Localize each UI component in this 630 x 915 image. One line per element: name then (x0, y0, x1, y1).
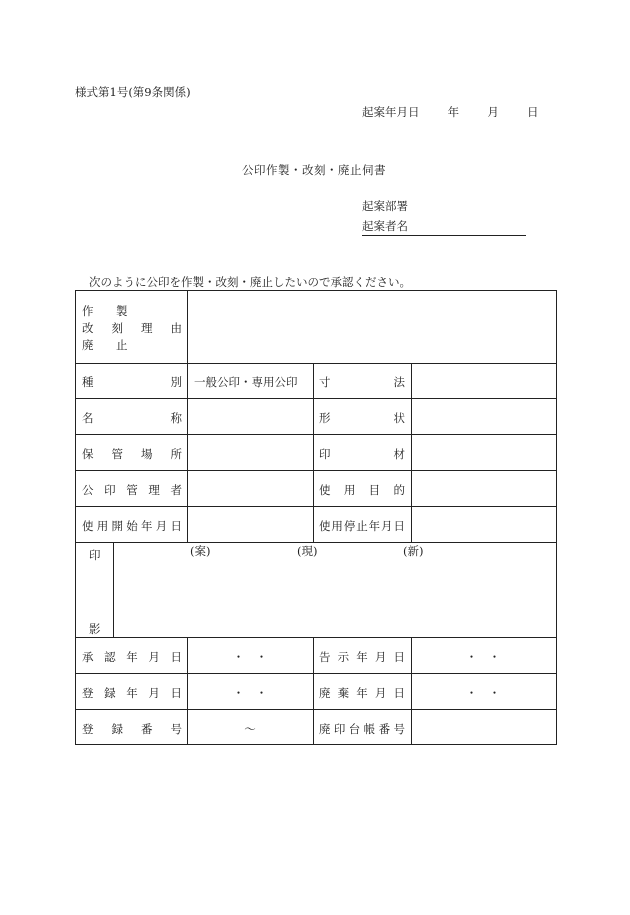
drafter-name-label: 起案者名 (362, 219, 408, 233)
label-char: 所 (170, 447, 182, 461)
seal-material-field[interactable] (412, 435, 554, 470)
label-char: 材 (393, 447, 405, 461)
label-char: 棄 (337, 686, 350, 700)
label-char: 告 (319, 650, 331, 664)
label-char: 年 (368, 519, 381, 533)
label-char: 状 (393, 411, 405, 425)
label-char: 理 (141, 321, 153, 335)
seal-manager-label (82, 482, 182, 498)
label-char: 寸 (319, 375, 331, 389)
reason-field[interactable] (188, 291, 554, 363)
label-char: 用 (96, 519, 109, 533)
size-field[interactable] (412, 364, 554, 398)
label-char: 年 (126, 686, 138, 700)
label-char: 番 (378, 722, 391, 736)
form-number: 様式第1号(第9条関係) (75, 85, 191, 99)
label-char: 由 (170, 321, 182, 335)
label-char: 月 (148, 650, 160, 664)
label-char: 改 (82, 321, 94, 335)
intro-text: 次のように公印を作製・改刻・廃止したいので承認ください。 (89, 275, 411, 289)
storage-location-field[interactable] (188, 435, 312, 470)
label-char: 印 (319, 447, 331, 461)
registration-number-field[interactable]: ～ (244, 722, 256, 736)
label-char: 年 (141, 519, 153, 533)
label-char: 形 (319, 411, 331, 425)
label-char: 録 (111, 722, 123, 736)
label-char: 年 (356, 686, 368, 700)
name-label (82, 410, 182, 426)
approval-date-label (82, 649, 182, 665)
column-divider (313, 363, 314, 542)
name-field[interactable] (188, 399, 312, 434)
label-char: 示 (337, 650, 350, 664)
label-char: 使 (319, 483, 331, 497)
label-char: 管 (126, 483, 138, 497)
use-stop-date-label (319, 518, 405, 534)
label-char: 日 (170, 650, 182, 664)
impression-area[interactable] (114, 559, 554, 637)
month-label: 月 (487, 105, 499, 119)
label-char: 登 (82, 686, 94, 700)
disposal-date-label (319, 685, 405, 701)
label-char: 登 (82, 722, 94, 736)
use-stop-date-field[interactable] (412, 507, 554, 542)
label-char: 廃 (82, 338, 94, 352)
reason-label (82, 303, 182, 354)
impression-label-bottom: 影 (89, 622, 101, 636)
label-char: 的 (393, 483, 405, 497)
draft-date-line (362, 104, 538, 120)
purpose-field[interactable] (412, 471, 554, 506)
label-char: 日 (393, 650, 405, 664)
label-char: 月 (155, 519, 168, 533)
label-char: 日 (170, 686, 182, 700)
retired-seal-ledger-number-field[interactable] (412, 710, 554, 744)
label-char: 月 (374, 650, 387, 664)
shape-field[interactable] (412, 399, 554, 434)
label-char: 月 (381, 519, 393, 533)
label-char: 年 (356, 650, 368, 664)
label-char: 台 (348, 722, 361, 736)
impression-label-top: 印 (89, 548, 101, 562)
label-char: 月 (374, 686, 387, 700)
use-start-date-field[interactable] (188, 507, 312, 542)
label-char: 別 (170, 375, 182, 389)
label-char: 目 (368, 483, 381, 497)
label-char: 管 (111, 447, 123, 461)
drafting-department-label: 起案部署 (362, 199, 408, 213)
label-char: 認 (104, 650, 116, 664)
label-char: 録 (104, 686, 116, 700)
label-char: 理 (148, 483, 160, 497)
impression-draft-label: (案) (190, 544, 211, 558)
label-char: 印 (333, 722, 346, 736)
registration-date-field[interactable]: ・ ・ (232, 686, 268, 700)
seal-material-label (319, 446, 405, 462)
label-char: 者 (170, 483, 182, 497)
label-char: 称 (170, 411, 182, 425)
impression-new-label: (新) (403, 544, 424, 558)
document-title: 公印作製・改刻・廃止伺書 (242, 163, 386, 177)
label-char: 使 (319, 519, 331, 533)
drafter-name-field (362, 218, 526, 236)
shape-label (319, 410, 405, 426)
label-char: 号 (170, 722, 182, 736)
label-char: 印 (104, 483, 116, 497)
approval-date-field[interactable]: ・ ・ (232, 650, 268, 664)
year-label: 年 (447, 105, 460, 119)
use-start-date-label (82, 518, 182, 534)
disposal-date-field[interactable]: ・ ・ (465, 686, 501, 700)
storage-location-label (82, 446, 182, 462)
label-char: 用 (331, 519, 343, 533)
label-char: 止 (356, 519, 368, 533)
draft-date-label: 起案年月日 (362, 105, 420, 119)
request-table (75, 290, 557, 745)
label-char: 使 (82, 519, 94, 533)
type-label (82, 374, 182, 390)
label-char: 場 (141, 447, 153, 461)
label-char: 刻 (111, 321, 123, 335)
label-char: 法 (393, 375, 405, 389)
label-char: 保 (82, 447, 94, 461)
label-char: 停 (343, 519, 356, 533)
label-char: 止 (116, 338, 128, 352)
label-char: 承 (82, 650, 94, 664)
notice-date-label (319, 649, 405, 665)
label-char: 年 (126, 650, 138, 664)
label-char: 日 (393, 519, 405, 533)
registration-date-label (82, 685, 182, 701)
row-divider (76, 673, 556, 674)
label-char: 廃 (319, 722, 331, 736)
label-char: 始 (126, 519, 138, 533)
label-char: 番 (141, 722, 153, 736)
label-char: 廃 (319, 686, 331, 700)
label-char: 用 (343, 483, 356, 497)
row-divider (76, 637, 556, 638)
impression-current-label: (現) (297, 544, 318, 558)
type-value[interactable]: 一般公印・専用公印 (194, 375, 298, 389)
label-char: 帳 (363, 722, 376, 736)
notice-date-field[interactable]: ・ ・ (465, 650, 501, 664)
label-char: 公 (82, 483, 94, 497)
label-char: 製 (116, 304, 128, 318)
label-char: 日 (393, 686, 405, 700)
day-label: 日 (526, 105, 539, 119)
label-char: 名 (82, 411, 94, 425)
size-label (319, 374, 405, 390)
label-char: 日 (170, 519, 182, 533)
registration-number-label (82, 721, 182, 737)
seal-manager-field[interactable] (188, 471, 312, 506)
label-char: 開 (111, 519, 123, 533)
label-char: 月 (148, 686, 160, 700)
purpose-label (319, 482, 405, 498)
label-char: 種 (82, 375, 94, 389)
retired-seal-ledger-number-label (319, 721, 405, 737)
label-char: 号 (393, 722, 405, 736)
column-divider (313, 637, 314, 745)
label-char: 作 (82, 304, 94, 318)
